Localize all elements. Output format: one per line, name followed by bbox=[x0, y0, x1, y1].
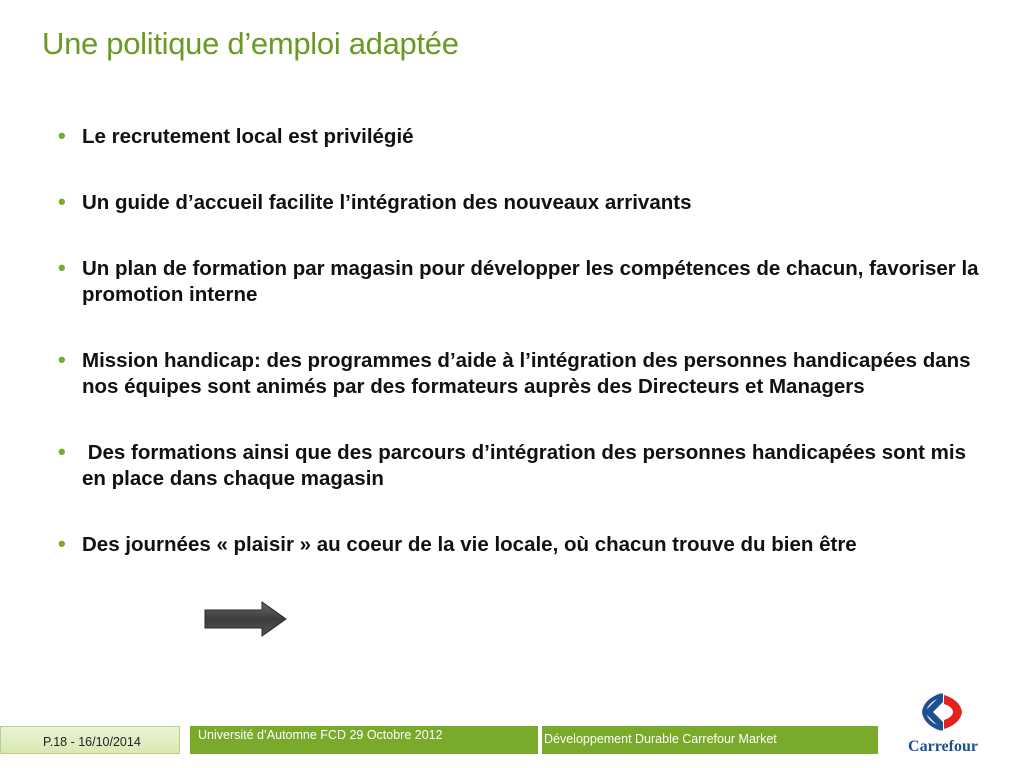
bullet-item bbox=[58, 440, 988, 492]
bullet-dot-icon: • bbox=[58, 531, 66, 556]
bullet-dot-icon: • bbox=[58, 439, 66, 464]
footer-separator bbox=[180, 726, 190, 754]
bullet-text: Le recrutement local est privilégié bbox=[82, 125, 414, 148]
bullet-dot-icon: • bbox=[58, 347, 66, 372]
footer-topic: Développement Durable Carrefour Market bbox=[542, 726, 878, 754]
bullet-dot-icon: • bbox=[58, 255, 66, 280]
bullet-list bbox=[58, 124, 988, 598]
bullet-text: Un plan de formation par magasin pour développer les compétences de chacun, favoriser la promotion interne bbox=[82, 257, 979, 306]
bullet-text: Des journées « plaisir » au coeur de la vie locale, où chacun trouve du bien être bbox=[82, 533, 857, 556]
bullet-text: Mission handicap: des programmes d’aide à l’intégration des personnes handicapées dans nos équipes sont animés par des formateurs auprès des Directeurs et Managers bbox=[82, 349, 971, 398]
footer-page-date: P.18 - 16/10/2014 bbox=[0, 726, 180, 754]
right-arrow-icon bbox=[204, 601, 288, 637]
bullet-item bbox=[58, 190, 988, 216]
footer-event: Université d’Automne FCD 29 Octobre 2012 bbox=[190, 726, 538, 754]
carrefour-logo-text: Carrefour bbox=[908, 738, 978, 755]
bullet-dot-icon: • bbox=[58, 189, 66, 214]
bullet-item bbox=[58, 124, 988, 150]
slide-title: Une politique d’emploi adaptée bbox=[42, 26, 459, 61]
bullet-dot-icon: • bbox=[58, 123, 66, 148]
bullet-item bbox=[58, 256, 988, 308]
bullet-item bbox=[58, 532, 988, 558]
bullet-text: Des formations ainsi que des parcours d’intégration des personnes handicapées sont mis en place dans chaque magasin bbox=[82, 441, 967, 490]
bullet-text: Un guide d’accueil facilite l’intégration des nouveaux arrivants bbox=[82, 191, 692, 214]
bullet-item bbox=[58, 348, 988, 400]
footer-bar bbox=[0, 726, 880, 754]
